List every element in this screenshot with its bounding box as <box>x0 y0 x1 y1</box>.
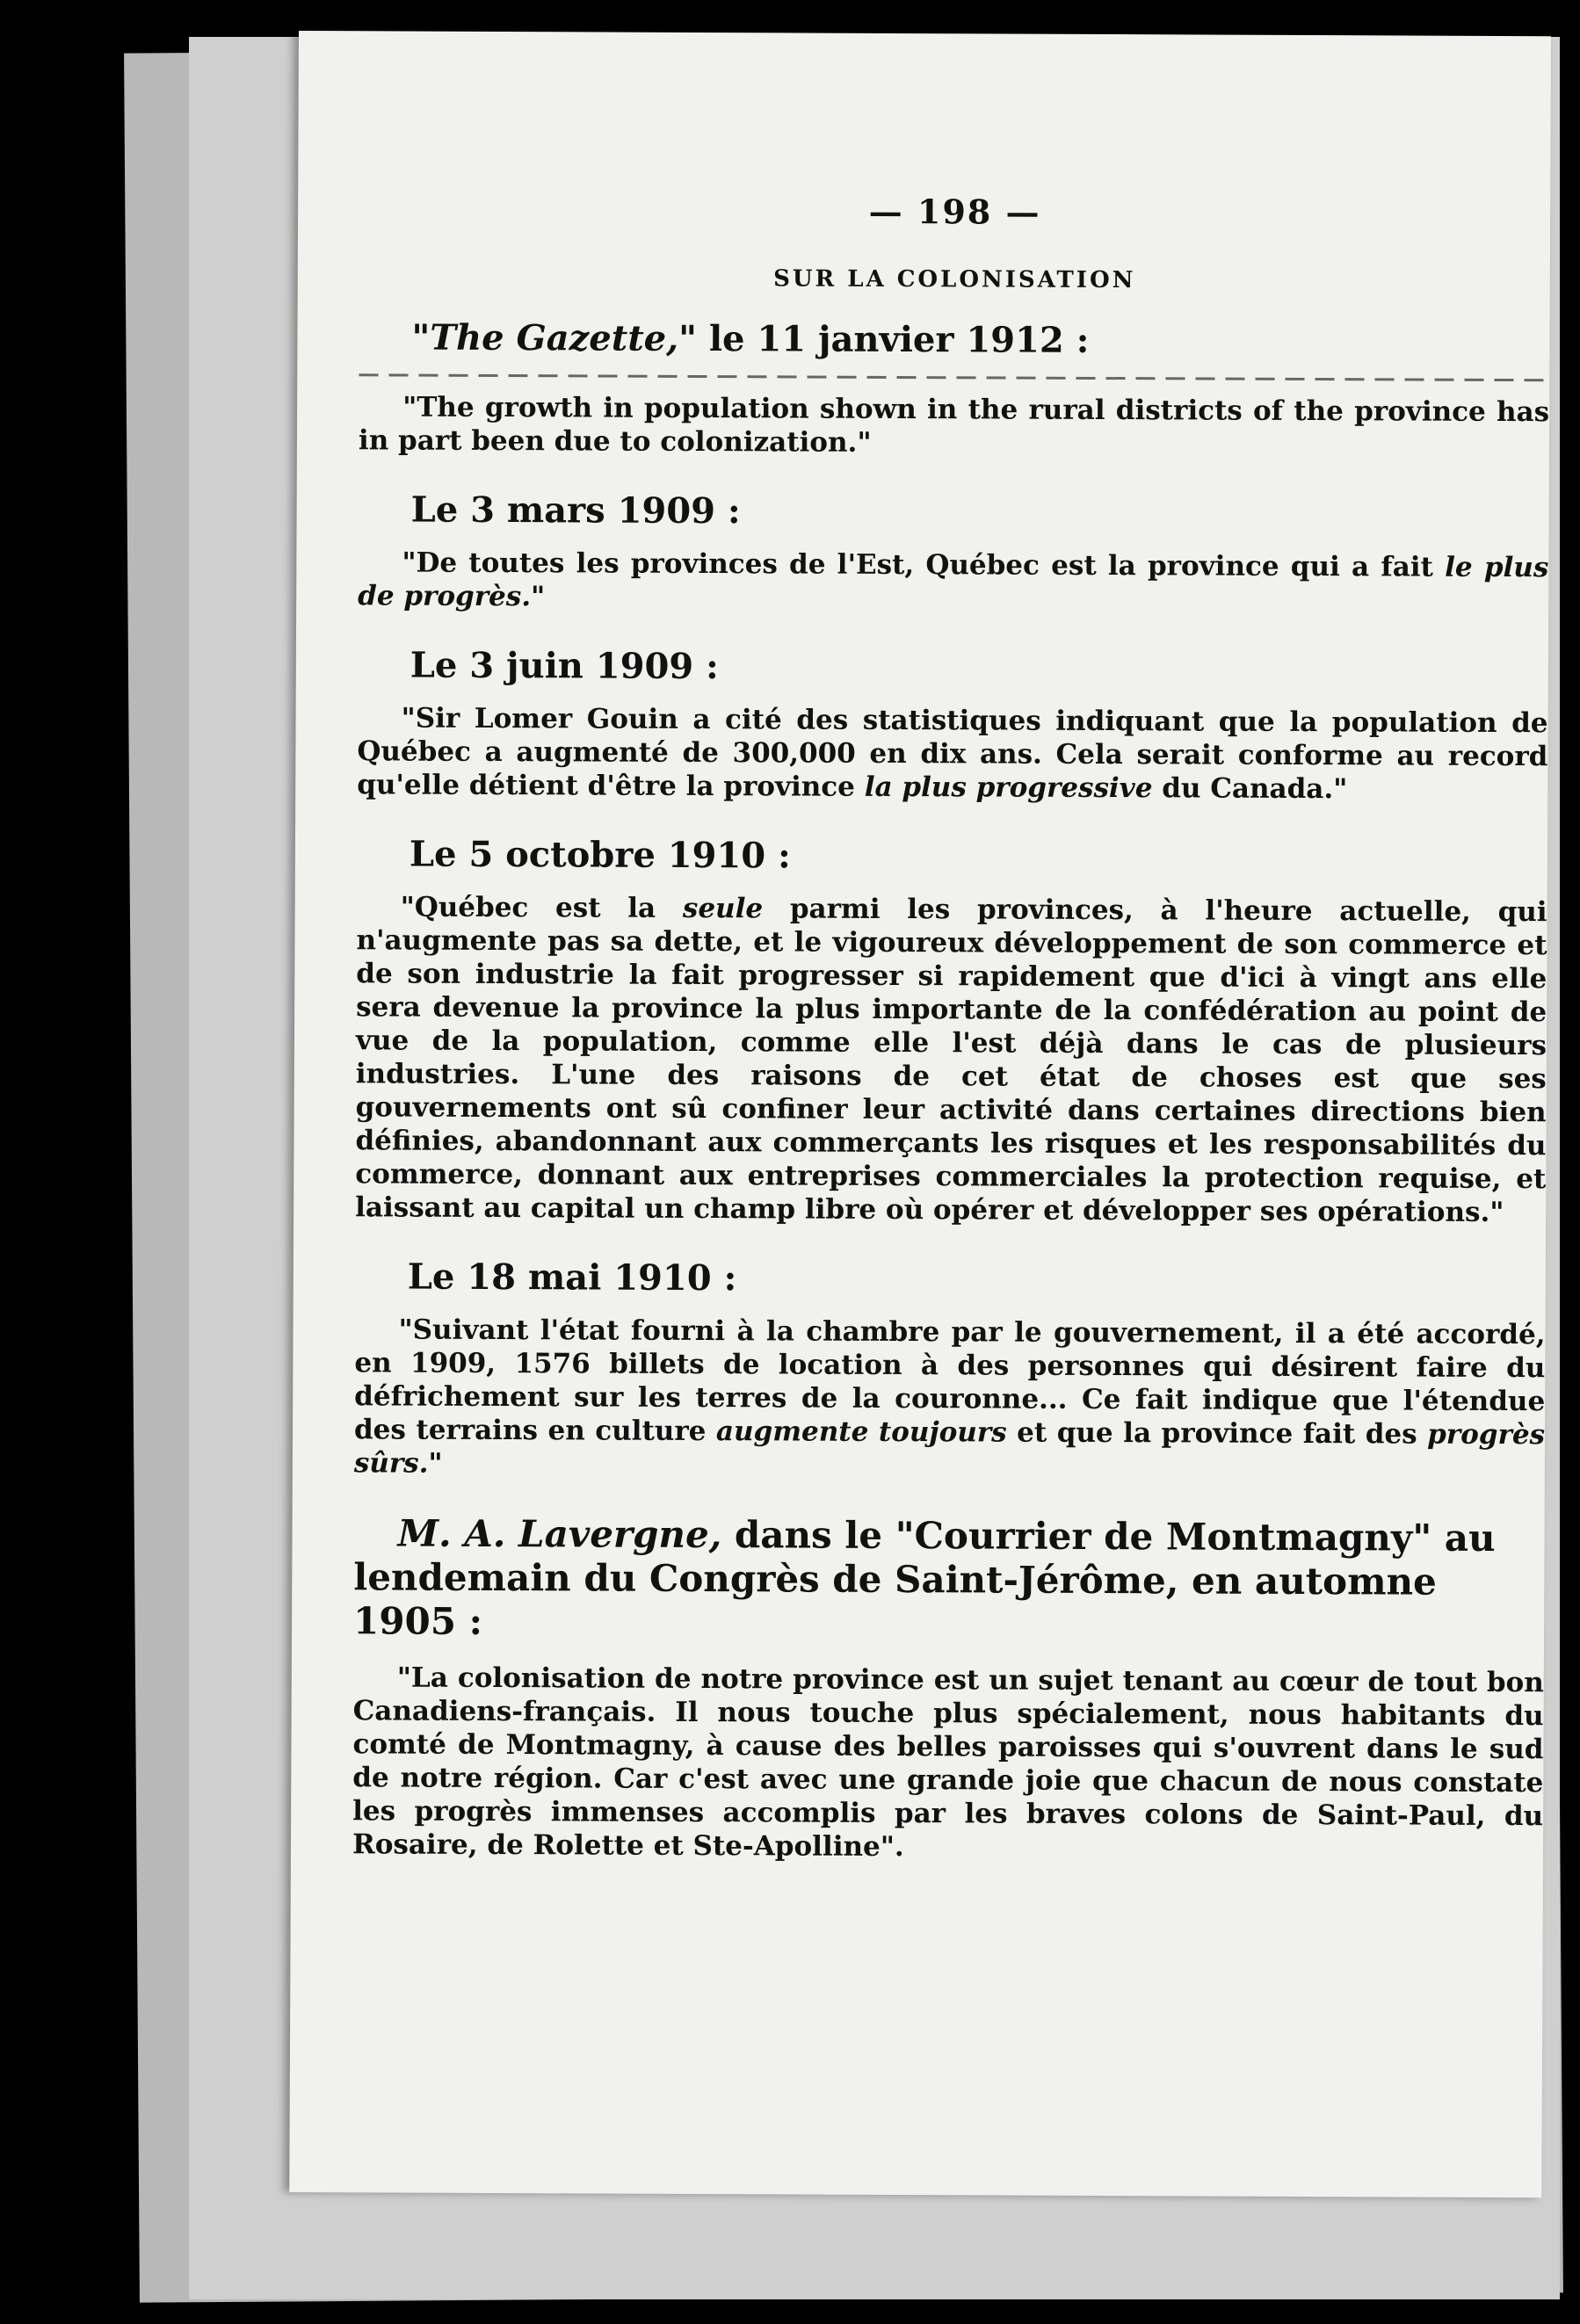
quote-mars-1909 <box>358 546 1548 618</box>
quote-mars-1909-end: " <box>530 581 546 613</box>
quote-mars-1909-italic: le plus de progrès. <box>358 551 1549 613</box>
quote-octobre-1910-end: parmi les provinces, à l'heure actuelle, qui n'augmente pas sa dette, et le vigoureux développement de son commerce et de son industrie la fait progresser si rapidement que d'ici à vingt ans elle sera devenue la province la plus importante de la confédération au point de vue de la population, comme elle l'est déjà dans le cas de plusieurs industries. L'une des raisons de cet état de choses est que ses gouvernements ont sû confiner leur activité dans certaines directions bien définies, abandonnant aux commerçants les risques et les responsabilités du commerce, donnant aux entreprises commerciales la protection requise, et laissant au capital un champ libre où opérer et développer ses opérations." <box>355 893 1547 1228</box>
quote-mai-1910-start: "Suivant l'état fourni à la chambre par le gouvernement, il a été accordé, en 1909, 1576 billets de location à des personnes qui désirent faire du défrichement sur les terres de la couronne... Ce fait indique que l'étendue des terrains en culture <box>353 1314 1546 1448</box>
gazette-date: le 11 janvier 1912 : <box>696 317 1090 361</box>
quote-mai-1910-italic: augmente toujours <box>715 1415 1007 1449</box>
quote-gazette: "The growth in population shown in the rural districts of the province has in part been due to colonization." <box>358 391 1550 459</box>
document-page <box>289 31 1551 2197</box>
quote-mai-1910-mid: et que la province fait des <box>1006 1416 1428 1451</box>
page-number: — 198 — <box>868 191 1041 232</box>
section-heading-lavergne <box>353 1511 1545 1648</box>
quote-lavergne: "La colonisation de notre province est un sujet tenant au cœur de tout bon Canadiens-français. Il nous touche plus spécialement, nous habitants du comté de Montmagny, à cause des belles paroisses qui s'ouvrent dans le sud de notre région. Car c'est avec une grande joie que chacun de nous constate les progrès immenses accomplis par les braves colons de Saint-Paul, du Rosaire, de Rolette et Ste-Apolline". <box>352 1662 1544 1864</box>
lavergne-name: M. A. Lavergne, <box>397 1511 722 1557</box>
section-heading-mai-1910: Le 18 mai 1910 : <box>407 1256 737 1300</box>
quote-octobre-1910 <box>355 890 1547 1229</box>
page-content <box>352 189 1550 1898</box>
section-heading-juin-1909: Le 3 juin 1909 : <box>409 644 719 688</box>
quote-juin-1909-start: "Sir Lomer Gouin a cité des statistiques indiquant que la population de Québec a augmenté de 300,000 en dix ans. Cela serait conforme au record qu'elle détient d'être la province <box>357 702 1548 803</box>
quote-juin-1909-italic: la plus progressive <box>864 771 1153 805</box>
quote-mars-1909-start: "De toutes les provinces de l'Est, Québec est la province qui a fait <box>402 547 1446 583</box>
quote-octobre-1910-start: "Québec est la <box>400 891 684 924</box>
quote-juin-1909 <box>357 701 1547 807</box>
section-heading-mars-1909: Le 3 mars 1909 : <box>410 489 741 532</box>
running-head: SUR LA COLONISATION <box>773 265 1136 294</box>
quote-mai-1910 <box>354 1313 1546 1485</box>
lavergne-source: dans le "Courrier de Montmagny" au lendemain du Congrès de Saint-Jérôme, en automne 1905 : <box>352 1513 1496 1643</box>
gazette-title: "The Gazette," <box>411 316 698 359</box>
section-heading-gazette <box>411 317 1549 364</box>
quote-mai-1910-italic-2: progrès sûrs. <box>353 1418 1546 1480</box>
section-heading-octobre-1910: Le 5 octobre 1910 : <box>409 833 791 877</box>
divider-rule <box>359 373 1549 381</box>
quote-octobre-1910-italic: seule <box>682 892 764 925</box>
quote-mai-1910-end: " <box>428 1447 443 1480</box>
quote-juin-1909-end: du Canada." <box>1152 772 1348 806</box>
